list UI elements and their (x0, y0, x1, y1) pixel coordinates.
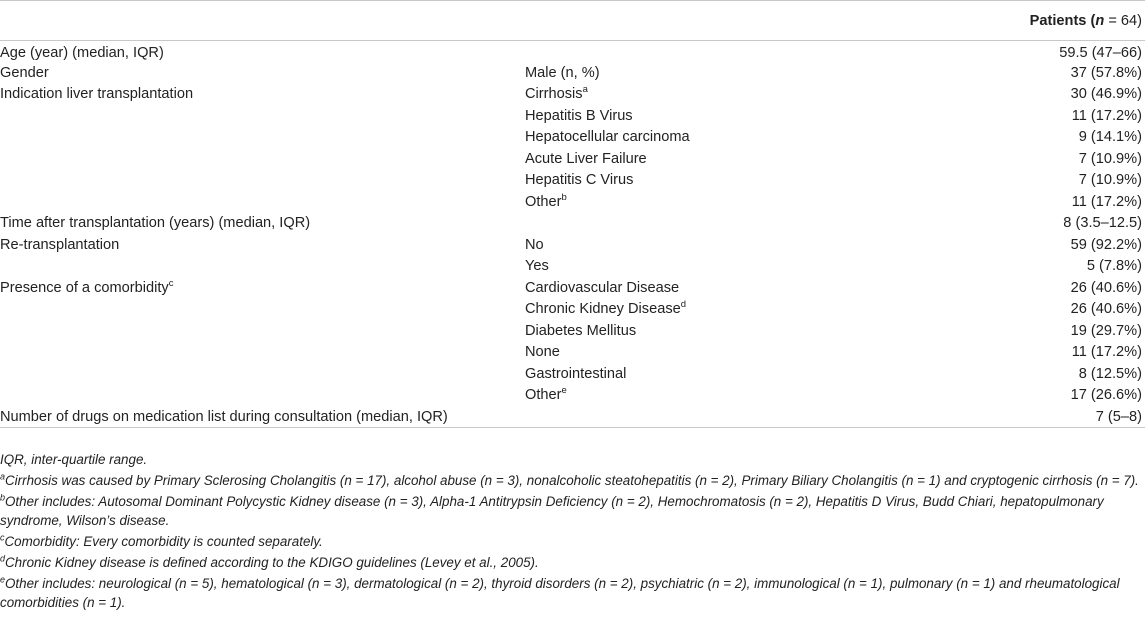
row-subcategory-text: None (525, 344, 560, 361)
row-subcategory (522, 363, 942, 385)
row-category (0, 320, 522, 342)
row-category-text: Time after transplantation (years) (median, IQR) (0, 215, 311, 232)
header-patients-label: Patients ( (1029, 12, 1096, 29)
row-category (0, 406, 522, 428)
footnote (0, 553, 1140, 572)
row-subcategory-text: No (525, 236, 544, 253)
row-value: 26 (40.6%) (1070, 279, 1142, 296)
table-row (0, 299, 1145, 321)
row-category (0, 213, 522, 235)
row-subcategory (522, 170, 942, 192)
table-row (0, 277, 1145, 299)
footnote (0, 532, 1140, 551)
table-row (0, 148, 1145, 170)
row-category (0, 84, 522, 106)
row-category (0, 105, 522, 127)
footnote-marker: d (0, 553, 6, 564)
table-header-row (0, 1, 1145, 41)
row-subcategory (522, 62, 942, 84)
row-value: 30 (46.9%) (1070, 86, 1142, 103)
footnote-text: Comorbidity: Every comorbidity is counted separately. (4, 534, 323, 549)
row-subcategory (522, 105, 942, 127)
row-value: 5 (7.8%) (1086, 258, 1142, 275)
row-value: 7 (5–8) (942, 406, 1145, 428)
row-subcategory (522, 41, 942, 63)
table-row (0, 127, 1145, 149)
footnote-marker: b (0, 492, 6, 503)
row-value: 7 (10.9%) (1078, 172, 1142, 189)
header-patients (942, 1, 1145, 41)
row-value: 11 (17.2%) (1071, 193, 1142, 210)
row-subcategory-text: Hepatitis C Virus (525, 172, 634, 189)
row-category (0, 41, 522, 63)
row-category (0, 299, 522, 321)
row-subcategory-text: Cirrhosis (525, 86, 583, 103)
row-value: 37 (57.8%) (1070, 64, 1142, 81)
row-value: 9 (14.1%) (1078, 129, 1142, 146)
row-subcategory (522, 234, 942, 256)
row-category (0, 256, 522, 278)
row-subcategory (522, 342, 942, 364)
row-subcategory-text: Cardiovascular Disease (525, 279, 680, 296)
footnote-marker: c (168, 277, 174, 289)
row-subcategory (522, 213, 942, 235)
row-category (0, 62, 522, 84)
row-subcategory-text: Other (525, 387, 562, 404)
table-row (0, 363, 1145, 385)
row-value: 59 (92.2%) (1070, 236, 1142, 253)
row-subcategory (522, 277, 942, 299)
row-category-text: Number of drugs on medication list during consultation (median, IQR) (0, 408, 448, 425)
footnote-text: Cirrhosis was caused by Primary Sclerosing Cholangitis (n = 17), alcohol abuse (n = 3), nonalcoholic steatohepatitis (n = 2), Primary Biliary Cholangitis (n = 1) and cryptogenic cirrhosis (n = 7). (5, 473, 1139, 488)
table-row (0, 256, 1145, 278)
footnote-text: Other includes: neurological (n = 5), hematological (n = 3), dermatological (n = 2), thyroid disorders (n = 2), psychiatric (n = 2), immunological (n = 1), pulmonary (n = 1) and rheumatological comorbidities (n = 1). (0, 576, 1120, 610)
row-category (0, 385, 522, 407)
table-row (0, 84, 1145, 106)
row-category (0, 170, 522, 192)
table-row (0, 191, 1145, 213)
table-row (0, 234, 1145, 256)
table-row (0, 170, 1145, 192)
row-value: 7 (10.9%) (1078, 150, 1142, 167)
footnote (0, 450, 1140, 469)
row-subcategory (522, 256, 942, 278)
table-row (0, 406, 1145, 428)
row-category-text: Indication liver transplantation (0, 86, 194, 103)
row-value: 8 (3.5–12.5) (1063, 215, 1142, 232)
footnote-marker: e (0, 574, 6, 585)
footnote-marker: d (680, 299, 687, 311)
row-subcategory-text: Chronic Kidney Disease (525, 301, 681, 318)
row-category (0, 234, 522, 256)
footnote (0, 492, 1140, 530)
footnote-marker: a (0, 471, 6, 482)
header-patients-n: n (1095, 12, 1105, 29)
row-category (0, 342, 522, 364)
table-row (0, 105, 1145, 127)
row-subcategory-text: Acute Liver Failure (525, 150, 647, 167)
row-category (0, 363, 522, 385)
row-subcategory-text: Diabetes Mellitus (525, 322, 637, 339)
row-category-text: Gender (0, 64, 49, 81)
table-row (0, 62, 1145, 84)
footnote-marker: b (561, 191, 567, 203)
row-category (0, 277, 522, 299)
row-category-text: Presence of a comorbidity (0, 279, 169, 296)
footnote-marker: a (582, 84, 588, 96)
row-subcategory (522, 148, 942, 170)
header-empty-cell-2 (522, 1, 942, 41)
footnote-marker: c (0, 532, 5, 543)
row-subcategory-text: Yes (525, 258, 549, 275)
row-subcategory (522, 84, 942, 106)
row-subcategory (522, 385, 942, 407)
row-value: 17 (26.6%) (1070, 387, 1142, 404)
header-patients-count: = 64) (1104, 12, 1142, 29)
row-category (0, 127, 522, 149)
row-category-text: Re-transplantation (0, 236, 120, 253)
footnote-text: IQR, inter-quartile range. (0, 452, 148, 467)
row-subcategory-text: Gastrointestinal (525, 365, 627, 382)
table-row (0, 41, 1145, 63)
row-value: 59.5 (47–66) (1059, 44, 1142, 61)
row-subcategory (522, 299, 942, 321)
row-value: 11 (17.2%) (1071, 344, 1142, 361)
row-value: 19 (29.7%) (1070, 322, 1142, 339)
footnote (0, 574, 1140, 612)
table-row (0, 213, 1145, 235)
row-subcategory (522, 191, 942, 213)
footnote-marker: e (561, 385, 567, 397)
row-value: 8 (12.5%) (1078, 365, 1142, 382)
row-subcategory (522, 127, 942, 149)
row-subcategory-text: Hepatitis B Virus (525, 107, 633, 124)
row-category-text: Age (year) (median, IQR) (0, 44, 164, 61)
footnote (0, 471, 1140, 490)
table-row (0, 342, 1145, 364)
footnote-text: Chronic Kidney disease is defined according to the KDIGO guidelines (Levey et al., 2005). (5, 555, 539, 570)
row-value: 26 (40.6%) (1070, 301, 1142, 318)
footnote-text: Other includes: Autosomal Dominant Polycystic Kidney disease (n = 3), Alpha-1 Antitrypsin Deficiency (n = 2), Hemochromatosis (n = 2), Hepatitis D Virus, Budd Chiari, hepatopulmonary syndrome, Wilson’s disease. (0, 494, 1104, 528)
header-empty-cell-1 (0, 1, 522, 41)
row-category (0, 148, 522, 170)
table-footnotes (0, 450, 1140, 614)
table-row (0, 320, 1145, 342)
row-subcategory (522, 320, 942, 342)
row-subcategory-text: Male (n, %) (525, 64, 600, 81)
table-row (0, 385, 1145, 407)
row-category (0, 191, 522, 213)
row-subcategory (522, 406, 942, 428)
row-value: 11 (17.2%) (1071, 107, 1142, 124)
row-subcategory-text: Other (525, 193, 562, 210)
row-subcategory-text: Hepatocellular carcinoma (525, 129, 690, 146)
